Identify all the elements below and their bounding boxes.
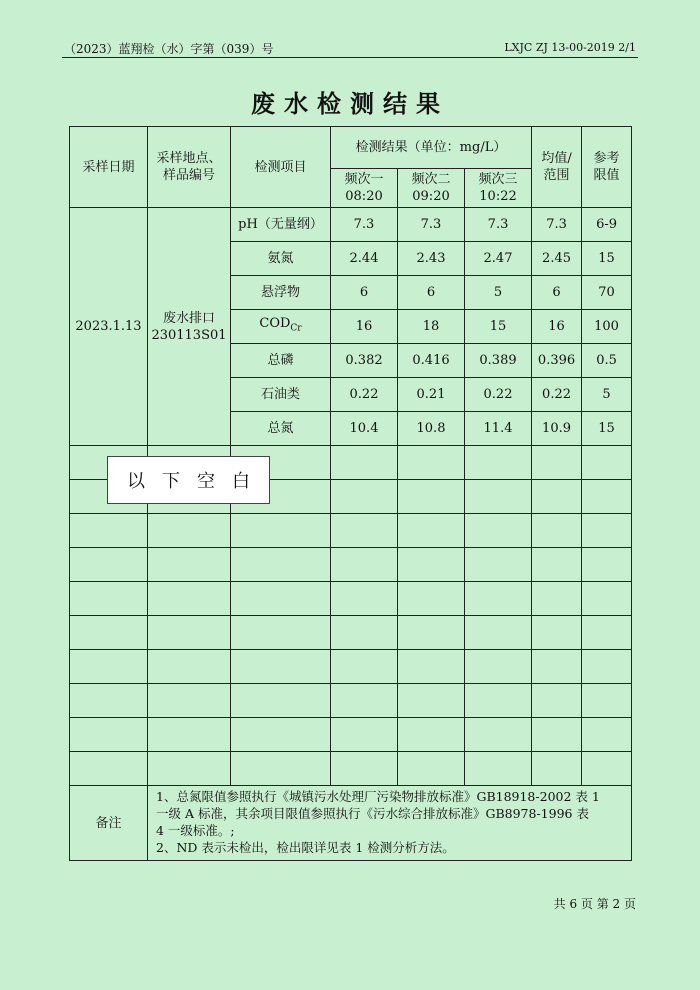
document-code: LXJC ZJ 13-00-2019 2/1 (504, 41, 636, 54)
ref-cell: 100 (582, 310, 632, 344)
freq-2-label: 频次二 (411, 172, 451, 187)
ref-cell: 15 (582, 242, 632, 276)
empty-cell (465, 548, 532, 582)
empty-row (70, 514, 632, 548)
empty-cell (148, 616, 231, 650)
empty-cell (532, 446, 582, 480)
empty-cell (331, 514, 398, 548)
empty-cell (70, 582, 148, 616)
item-cell: 总磷 (231, 344, 331, 378)
avg-cell: 7.3 (532, 208, 582, 242)
value-cell: 16 (331, 310, 398, 344)
empty-cell (231, 514, 331, 548)
empty-cell (532, 548, 582, 582)
header-avg-line2: 范围 (543, 168, 570, 183)
sample-id: 230113S01 (151, 327, 227, 343)
empty-cell (231, 582, 331, 616)
header-row-1 (70, 127, 632, 169)
freq-3-time: 10:22 (479, 189, 517, 204)
empty-cell (398, 718, 465, 752)
empty-cell (148, 650, 231, 684)
empty-cell (70, 650, 148, 684)
value-cell: 0.382 (331, 344, 398, 378)
value-cell: 5 (465, 276, 532, 310)
empty-row (70, 752, 632, 786)
empty-cell (465, 718, 532, 752)
empty-cell (231, 650, 331, 684)
cod-label: COD (259, 316, 291, 332)
value-cell: 7.3 (465, 208, 532, 242)
header-ref-line1: 参考 (593, 151, 620, 166)
empty-cell (465, 446, 532, 480)
note-line: 4 一级标准。; (156, 823, 235, 838)
item-cell: 总氮 (231, 412, 331, 446)
empty-cell (582, 446, 632, 480)
empty-cell (465, 650, 532, 684)
value-cell: 2.47 (465, 242, 532, 276)
blank-below-stamp: 以下空白 (107, 456, 270, 504)
empty-cell (398, 582, 465, 616)
empty-cell (582, 616, 632, 650)
site-name: 废水排口 (162, 310, 215, 326)
empty-cell (70, 752, 148, 786)
empty-cell (532, 480, 582, 514)
empty-cell (331, 650, 398, 684)
avg-cell: 10.9 (532, 412, 582, 446)
empty-cell (70, 684, 148, 718)
empty-cell (148, 514, 231, 548)
sampling-site (148, 208, 231, 446)
value-cell: 0.22 (465, 378, 532, 412)
page-title: 废水检测结果 (251, 90, 449, 118)
empty-cell (331, 582, 398, 616)
freq-1-label: 频次一 (344, 172, 384, 187)
empty-cell (70, 616, 148, 650)
empty-cell (331, 752, 398, 786)
empty-cell (532, 718, 582, 752)
empty-cell (582, 650, 632, 684)
empty-cell (148, 548, 231, 582)
value-cell: 0.416 (398, 344, 465, 378)
value-cell: 0.22 (331, 378, 398, 412)
value-cell: 2.43 (398, 242, 465, 276)
empty-cell (398, 480, 465, 514)
header-divider (62, 57, 638, 58)
avg-cell: 0.396 (532, 344, 582, 378)
table-row (70, 208, 632, 242)
empty-cell (331, 446, 398, 480)
empty-cell (398, 752, 465, 786)
header-freq-2 (398, 169, 465, 208)
page-count: 共 6 页 第 2 页 (553, 897, 636, 911)
empty-row (70, 616, 632, 650)
ref-cell: 0.5 (582, 344, 632, 378)
ref-cell: 5 (582, 378, 632, 412)
empty-cell (582, 752, 632, 786)
value-cell: 0.21 (398, 378, 465, 412)
empty-cell (582, 718, 632, 752)
empty-cell (331, 480, 398, 514)
empty-cell (532, 684, 582, 718)
empty-cell (398, 446, 465, 480)
empty-row (70, 650, 632, 684)
ref-cell: 15 (582, 412, 632, 446)
empty-cell (465, 514, 532, 548)
empty-cell (465, 582, 532, 616)
header-ref-line2: 限值 (593, 168, 620, 183)
header-freq-1 (331, 169, 398, 208)
value-cell: 7.3 (398, 208, 465, 242)
item-cell (231, 310, 331, 344)
ref-cell: 70 (582, 276, 632, 310)
freq-1-time: 08:20 (345, 189, 383, 204)
value-cell: 6 (398, 276, 465, 310)
empty-row (70, 684, 632, 718)
empty-cell (398, 548, 465, 582)
avg-cell: 2.45 (532, 242, 582, 276)
empty-cell (398, 650, 465, 684)
empty-cell (465, 480, 532, 514)
empty-cell (231, 684, 331, 718)
empty-cell (148, 718, 231, 752)
empty-row (70, 718, 632, 752)
empty-cell (398, 616, 465, 650)
value-cell: 11.4 (465, 412, 532, 446)
empty-row (70, 582, 632, 616)
value-cell: 0.389 (465, 344, 532, 378)
empty-cell (231, 548, 331, 582)
item-cell: 石油类 (231, 378, 331, 412)
header-sampling-site (148, 127, 231, 208)
empty-cell (465, 616, 532, 650)
empty-row (70, 548, 632, 582)
empty-cell (582, 514, 632, 548)
notes-row (70, 786, 632, 861)
item-cell: 氨氮 (231, 242, 331, 276)
note-line: 一级 A 标准，其余项目限值参照执行《污水综合排放标准》GB8978-1996 表 (156, 806, 589, 821)
freq-3-label: 频次三 (478, 172, 518, 187)
ref-cell: 6-9 (582, 208, 632, 242)
empty-cell (331, 616, 398, 650)
empty-cell (70, 548, 148, 582)
value-cell: 6 (331, 276, 398, 310)
header-reference (582, 127, 632, 208)
empty-cell (331, 684, 398, 718)
sampling-date: 2023.1.13 (70, 208, 148, 446)
report-number: （2023）蓝翔检（水）字第（039）号 (64, 42, 274, 56)
empty-cell (465, 684, 532, 718)
note-line: 1、总氮限值参照执行《城镇污水处理厂污染物排放标准》GB18918-2002 表 1 (156, 789, 600, 804)
empty-cell (148, 684, 231, 718)
value-cell: 10.4 (331, 412, 398, 446)
empty-cell (231, 718, 331, 752)
header-average (532, 127, 582, 208)
value-cell: 15 (465, 310, 532, 344)
header-site-line1: 采样地点、 (156, 151, 222, 166)
avg-cell: 6 (532, 276, 582, 310)
empty-cell (532, 752, 582, 786)
item-cell: 悬浮物 (231, 276, 331, 310)
header-site-line2: 样品编号 (162, 168, 215, 183)
empty-cell (148, 582, 231, 616)
empty-cell (231, 752, 331, 786)
value-cell: 7.3 (331, 208, 398, 242)
empty-cell (148, 752, 231, 786)
empty-cell (70, 514, 148, 548)
empty-cell (331, 548, 398, 582)
empty-cell (231, 616, 331, 650)
empty-cell (465, 752, 532, 786)
header-results: 检测结果（单位：mg/L） (331, 127, 532, 169)
empty-cell (532, 582, 582, 616)
empty-cell (70, 718, 148, 752)
empty-cell (532, 616, 582, 650)
empty-cell (582, 480, 632, 514)
header-avg-line1: 均值/ (541, 151, 572, 166)
value-cell: 18 (398, 310, 465, 344)
freq-2-time: 09:20 (412, 189, 450, 204)
value-cell: 2.44 (331, 242, 398, 276)
value-cell: 10.8 (398, 412, 465, 446)
header-sampling-date: 采样日期 (70, 127, 148, 208)
empty-cell (582, 548, 632, 582)
empty-cell (582, 582, 632, 616)
empty-cell (582, 684, 632, 718)
avg-cell: 16 (532, 310, 582, 344)
header-test-item: 检测项目 (231, 127, 331, 208)
avg-cell: 0.22 (532, 378, 582, 412)
empty-cell (398, 514, 465, 548)
empty-cell (331, 718, 398, 752)
empty-cell (398, 684, 465, 718)
notes-text (148, 786, 632, 861)
cod-subscript: Cr (290, 323, 302, 334)
header-freq-3 (465, 169, 532, 208)
item-cell: pH（无量纲） (231, 208, 331, 242)
note-line: 2、ND 表示未检出，检出限详见表 1 检测分析方法。 (156, 840, 455, 855)
notes-label: 备注 (70, 786, 148, 861)
empty-cell (532, 514, 582, 548)
empty-cell (532, 650, 582, 684)
